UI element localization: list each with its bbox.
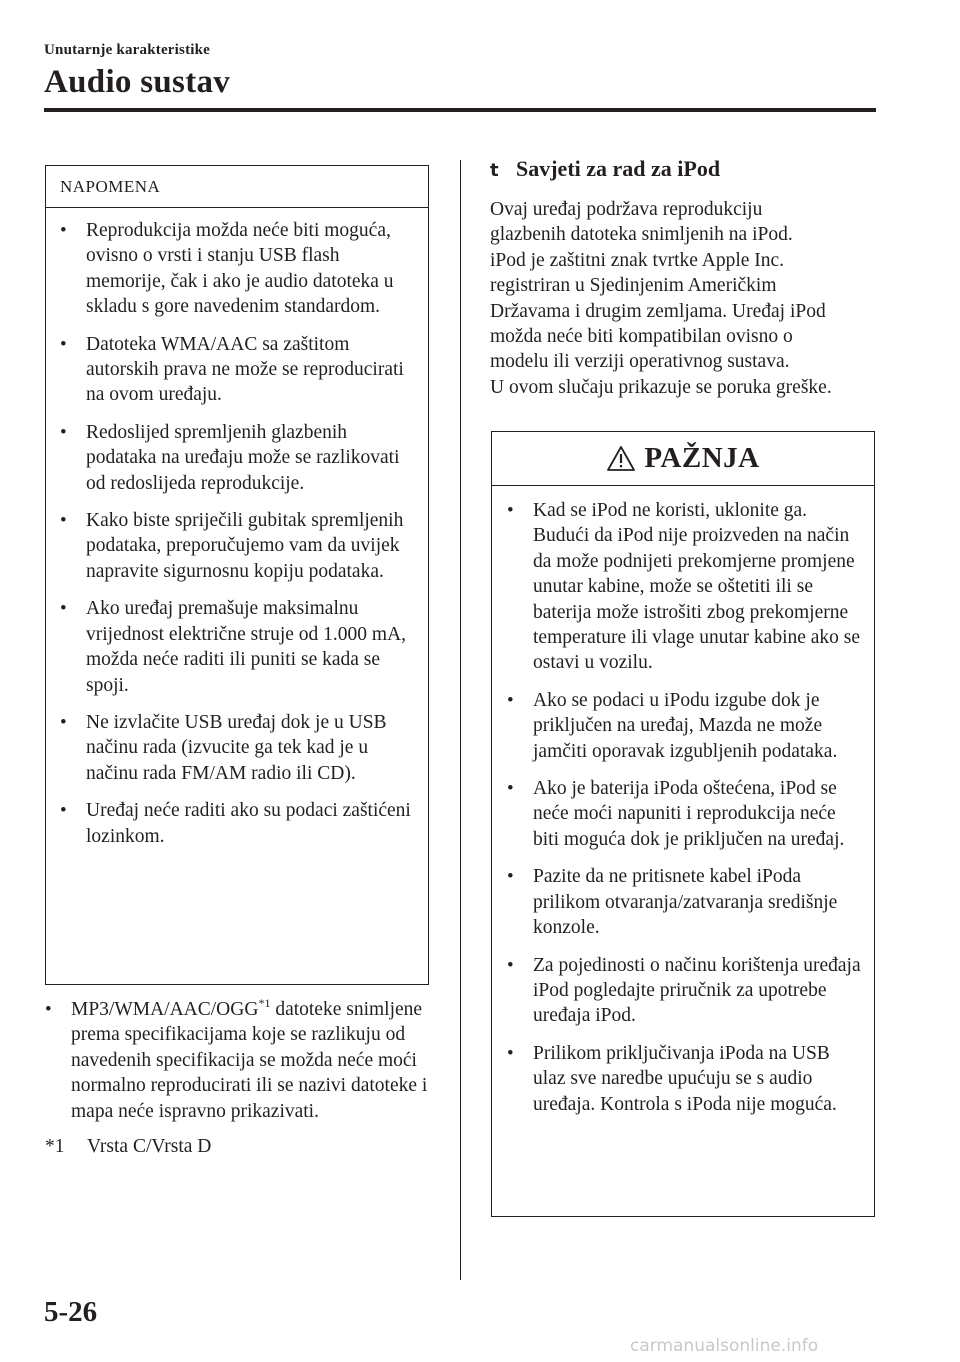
bullet-icon: • [45,999,52,1020]
warning-triangle-icon [606,445,636,472]
ipod-heading [490,156,720,182]
ipod-paragraph [490,197,880,400]
note-heading: NAPOMENA [46,166,428,208]
caution-item-text: Ako je baterija iPoda oštećena, iPod se neće moći napuniti i reprodukcija neće biti moguća dok je priključen na uređaj. [533,778,845,850]
caution-item [507,498,864,676]
header-rule [44,108,876,112]
caution-item-text: Pazite da ne pritisnete kabel iPoda prilikom otvaranja/zatvaranja središnje konzole. [533,866,838,939]
bullet-icon: • [60,800,67,822]
caution-item-text: Prilikom priključivanja iPoda na USB ulaz sve naredbe upućuju se s audio uređaja. Kontrola s iPoda nije moguća. [533,1042,837,1115]
caution-item [507,776,864,852]
caution-list [492,486,874,1117]
note-item-text: Ako uređaj premašuje maksimalnu vrijednost električne struje od 1.000 mA, možda neće raditi ili puniti se kada se spoji. [86,598,407,696]
caution-header [492,432,874,486]
note-item [60,420,418,496]
bullet-icon: • [507,1042,514,1064]
caution-item [507,688,864,764]
caution-title: PAŽNJA [644,442,760,474]
note-item-text: Ne izvlačite USB uređaj dok je u USB načinu rada (izvucite ga tek kad je u načinu rada FM/AM radio ili CD). [86,711,387,784]
bullet-icon: • [507,866,514,888]
paragraph-line: možda neće biti kompatibilan ovisno o [490,326,793,348]
column-divider [460,160,461,1280]
caution-item [507,864,864,940]
bullet-icon: • [507,778,514,800]
page-number: 5-26 [44,1296,98,1328]
note-item-text: Redoslijed spremljenih glazbenih podataka na uređaju može se razlikovati od redoslijeda reprodukcije. [86,421,400,494]
paragraph-line: U ovom slučaju prikazuje se poruka greške. [490,376,832,398]
bullet-icon: • [507,954,514,976]
section-marker-icon: t [490,160,499,181]
caution-item-text: Za pojedinosti o načinu korištenja uređaja iPod pogledajte priručnik za upotrebe uređaja iPod. [533,954,861,1027]
bullet-icon: • [507,500,514,521]
caution-item [507,1041,864,1117]
caution-item-text: Ako se podaci u iPodu izgube dok je priključen na uređaj, Mazda ne može jamčiti oporavak izgubljenih podataka. [533,689,838,762]
bullet-icon: • [507,689,514,711]
footnote-ref: *1 [258,996,271,1010]
paragraph-line: registriran u Sjedinjenim Američkim [490,275,777,297]
note-item-text: Uređaj neće raditi ako su podaci zaštićeni lozinkom. [86,800,411,847]
note-item [60,710,418,786]
bullet-icon: • [60,220,67,241]
note-item [60,596,418,698]
paragraph-line: Ovaj uređaj podržava reprodukciju [490,199,763,220]
caution-item [507,953,864,1029]
caution-box [491,431,875,1217]
format-bullet-item [45,997,440,1124]
footnote [45,1134,440,1159]
bullet-icon: • [60,598,67,620]
paragraph-line: modelu ili verziji operativnog sustava. [490,351,790,373]
paragraph-line: glazbenih datoteka snimljenih na iPod. [490,224,793,246]
note-item [60,798,418,849]
note-item [60,218,418,320]
note-box [45,165,429,985]
footnote-text: Vrsta C/Vrsta D [87,1136,212,1158]
paragraph-line: Državama i drugim zemljama. Uređaj iPod [490,300,826,322]
format-text: datoteke snimljene prema specifikacijama koje se razlikuju od navedenih specifikacija se možda neće moći normalno reproducirati ili se nazivi datoteke i mapa neće ispravno prikazivati. [71,999,428,1122]
bullet-icon: • [60,711,67,733]
note-item [60,332,418,408]
format-prefix: MP3/WMA/AAC/OGG [71,999,259,1020]
section-label: Unutarnje karakteristike [44,42,211,58]
page-title: Audio sustav [44,64,231,100]
bullet-icon: • [60,421,67,443]
paragraph-line: iPod je zaštitni znak tvrtke Apple Inc. [490,249,785,271]
bullet-icon: • [60,333,67,355]
caution-item-text: Kad se iPod ne koristi, uklonite ga. Budući da iPod nije proizveden na način da može podnijeti prekomjerne promjene unutar kabine, može se oštetiti ili se baterija može istrošiti zbog prekomjerne temperature ili vlage unutar kabine ako se ostavi u vozilu. [533,500,861,674]
bullet-icon: • [60,510,67,532]
footnote-mark: *1 [45,1136,65,1158]
watermark: carmanualsonline.info [630,1336,819,1356]
note-item-text: Datoteka WMA/AAC sa zaštitom autorskih prava ne može se reproducirati na ovom uređaju. [86,333,404,406]
note-list [46,208,428,849]
note-item-text: Kako biste spriječili gubitak spremljenih podataka, preporučujemo vam da uvijek napravite sigurnosnu kopiju podataka. [86,510,404,582]
ipod-heading-text: Savjeti za rad za iPod [516,156,721,181]
note-item [60,508,418,584]
left-extra [45,997,440,1159]
note-item-text: Reprodukcija možda neće biti moguća, ovisno o vrsti i stanju USB flash memorije, čak i ako je audio datoteka u skladu s gore navedenim standardom. [86,220,394,318]
